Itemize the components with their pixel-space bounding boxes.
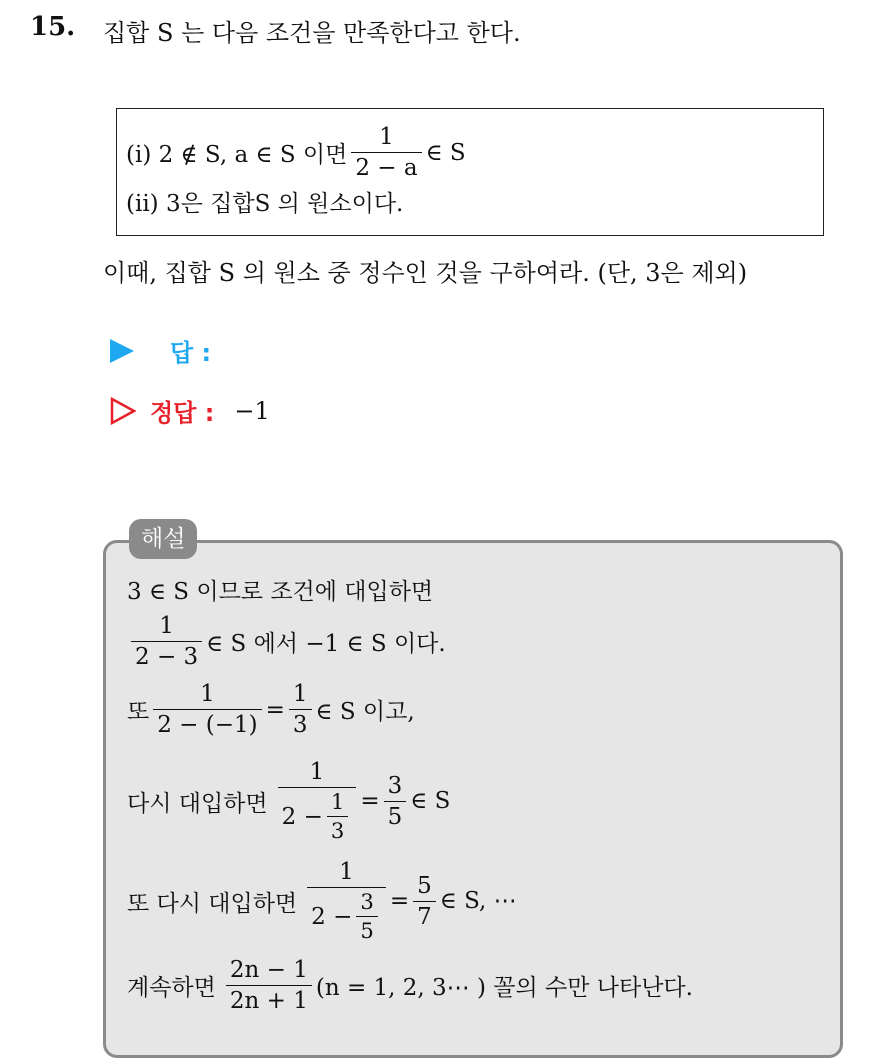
- solution-line-4-result-fraction: [384, 774, 407, 829]
- fraction-denominator: 7: [413, 901, 436, 929]
- solution-line-3-fraction: [153, 682, 261, 737]
- fraction-denominator: 2n + 1: [226, 985, 312, 1013]
- solution-line-5-result-fraction: [413, 874, 436, 929]
- fraction-numerator: 3: [360, 889, 374, 915]
- fraction-numerator: 3: [387, 772, 403, 799]
- solution-line-2-fraction: [131, 614, 202, 669]
- solution-line-2-suffix: ∈ S 에서 −1 ∈ S 이다.: [206, 631, 446, 658]
- solution-line-5: [127, 860, 517, 943]
- solution-line-6-suffix: (n = 1, 2, 3⋯ ) 꼴의 수만 나타난다.: [315, 975, 693, 1002]
- filled-triangle-icon: [110, 339, 134, 363]
- correct-answer-label: 정답 :: [150, 399, 215, 427]
- solution-line-6-fraction: [226, 958, 312, 1013]
- condition-1-prefix: (i) 2 ∉ S, a ∈ S 이면: [126, 142, 348, 169]
- fraction-denominator: 5: [384, 801, 407, 829]
- condition-2: (ii) 3은 집합S 의 원소이다.: [126, 191, 404, 217]
- solution-line-3-suffix: ∈ S 이고,: [315, 699, 415, 726]
- fraction-denominator: 5: [356, 916, 377, 942]
- outline-triangle-icon: [110, 397, 136, 425]
- answer-label: 답 :: [170, 339, 212, 367]
- fraction-denominator: 3: [327, 816, 348, 842]
- fraction-denominator: 2 − 3: [131, 641, 202, 669]
- condition-1-suffix: ∈ S: [425, 139, 466, 166]
- solution-line-3-result-fraction: [289, 682, 312, 737]
- solution-line-4: [127, 760, 450, 843]
- fraction-numerator: 1: [309, 759, 325, 785]
- answer-row: [110, 333, 211, 368]
- fraction-numerator: 5: [417, 872, 432, 899]
- solution-line-5-prefix: 또 다시 대입하면: [127, 890, 298, 917]
- solution-line-5-fraction: [307, 860, 386, 943]
- denominator-prefix: 2 −: [281, 803, 323, 830]
- equals-sign: =: [360, 788, 380, 815]
- condition-1: [126, 125, 466, 180]
- solution-line-4-suffix: ∈ S: [410, 788, 451, 815]
- solution-line-4-fraction: [278, 760, 357, 843]
- solution-line-2: [127, 614, 446, 669]
- denominator-prefix: 2 −: [311, 903, 353, 930]
- solution-line-6: [127, 958, 693, 1013]
- fraction-numerator: 1: [379, 124, 394, 150]
- fraction-numerator: 1: [330, 789, 345, 815]
- solution-line-4-prefix: 다시 대입하면: [127, 790, 268, 817]
- solution-line-3-prefix: 또: [127, 699, 150, 726]
- solution-line-3: [127, 682, 415, 737]
- fraction-denominator: 2 − (−1): [153, 709, 261, 737]
- fraction-numerator: 2n − 1: [229, 957, 308, 983]
- condition-1-fraction: [351, 125, 421, 180]
- solution-line-6-prefix: 계속하면: [127, 975, 216, 1002]
- fraction-denominator: 3: [289, 709, 312, 737]
- question-number: 15.: [30, 12, 76, 42]
- fraction-denominator: [307, 887, 386, 942]
- equals-sign: =: [389, 888, 410, 915]
- equals-sign: =: [265, 696, 285, 723]
- fraction-numerator: 1: [159, 613, 174, 639]
- fraction-numerator: 1: [339, 859, 354, 885]
- solution-line-1-text: 3 ∈ S 이므로 조건에 대입하면: [127, 579, 434, 605]
- question-text: 집합 S 는 다음 조건을 만족한다고 한다.: [103, 19, 521, 47]
- fraction-numerator: 1: [200, 681, 215, 707]
- fraction-denominator: [278, 787, 357, 842]
- solution-tab: 해설: [129, 519, 197, 559]
- inner-fraction: [327, 791, 348, 842]
- correct-answer-row: [110, 393, 270, 428]
- question-prompt: 이때, 집합 S 의 원소 중 정수인 것을 구하여라. (단, 3은 제외): [103, 259, 748, 287]
- solution-line-5-suffix: ∈ S, ⋯: [439, 888, 517, 915]
- fraction-denominator: 2 − a: [351, 152, 421, 180]
- fraction-numerator: 1: [292, 681, 308, 707]
- solution-line-1: [127, 573, 433, 606]
- correct-answer-value: −1: [234, 396, 270, 425]
- inner-fraction: [356, 891, 377, 942]
